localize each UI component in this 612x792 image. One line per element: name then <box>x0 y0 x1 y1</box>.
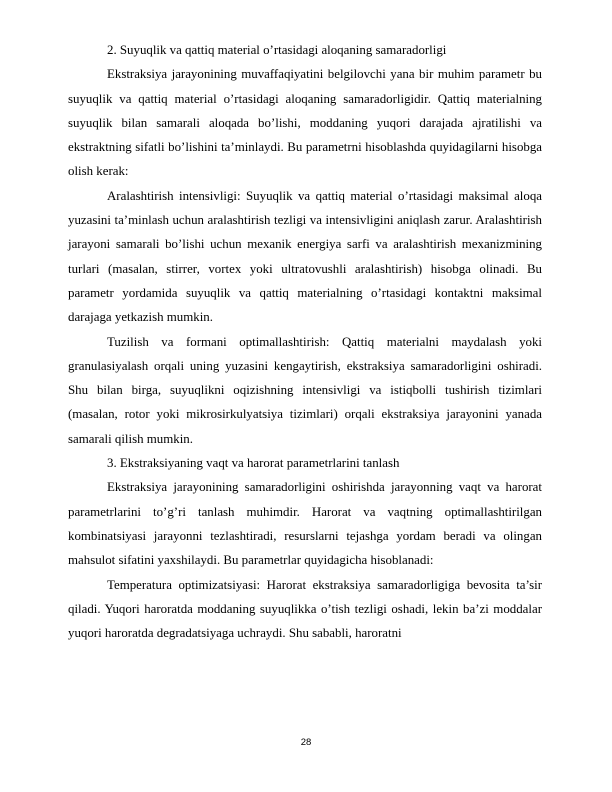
paragraph-structure-optimization: Tuzilish va formani optimallashtirish: Qattiq materialni maydalash yoki granulasiyalash orqali uning yuzasini kengaytirish, ekstraksiya samaradorligini oshiradi. Shu bilan birga, suyuqlikni oqizishning intensivligi va istiqbolli tushirish tizimlari (masalan, rotor yoki mikrosirkulyatsiya tizimlari) orqali ekstraksiya jarayonini yanada samarali qilish mumkin. <box>68 334 542 446</box>
paragraph-mixing-intensity: Aralashtirish intensivligi: Suyuqlik va qattiq material o’rtasidagi maksimal aloqa yuzasini ta’minlash uchun aralashtirish tezligi va intensivligini aniqlash zarur. Aralashtirish jarayoni samarali bo’lishi uchun mexanik energiya sarfi va aralashtirish mexanizmining turlari (masalan, stirrer, vortex yoki ultratovushli aralashtirish) hisobga olinadi. Bu parametr yordamida suyuqlik va qattiq materialning o’rtasidagi kontaktni maksimal darajaga yetkazish mumkin. <box>68 188 542 325</box>
paragraph-temperature-optimization: Temperatura optimizatsiyasi: Harorat ekstraksiya samaradorligiga bevosita ta’sir qiladi. Yuqori haroratda moddaning suyuqlikka o’tish tezligi oshadi, lekin ba’zi moddalar yuqori haroratda degradatsiyaga uchraydi. Shu sababli, haroratni <box>68 577 542 641</box>
document-page <box>68 38 542 645</box>
page-number: 28 <box>300 737 312 748</box>
section-heading-2: 2. Suyuqlik va qattiq material o’rtasidagi aloqaning samaradorligi <box>107 43 447 57</box>
paragraph-time-temperature: Ekstraksiya jarayonining samaradorligini oshirishda jarayonning vaqt va harorat parametrlarini to’g’ri tanlash muhimdir. Harorat va vaqtning optimallashtirilgan kombinatsiyasi jarayonni tezlashtiradi, resurslarni tejashga yordam beradi va olingan mahsulot sifatini yaxshilaydi. Bu parametrlar quyidagicha hisoblanadi: <box>68 480 542 568</box>
paragraph-contact-efficiency: Ekstraksiya jarayonining muvaffaqiyatini belgilovchi yana bir muhim parametr bu suyuqlik va qattiq material o’rtasidagi aloqaning samaradorligidir. Qattiq materialning suyuqlik bilan samarali aloqada bo’lishi, moddaning yuqori darajada ajratilishi va ekstraktning sifatli bo’lishini ta’minlaydi. Bu parametrni hisoblashda quyidagilarni hisobga olish kerak: <box>68 67 542 179</box>
section-heading-3: 3. Ekstraksiyaning vaqt va harorat parametrlarini tanlash <box>107 456 400 471</box>
